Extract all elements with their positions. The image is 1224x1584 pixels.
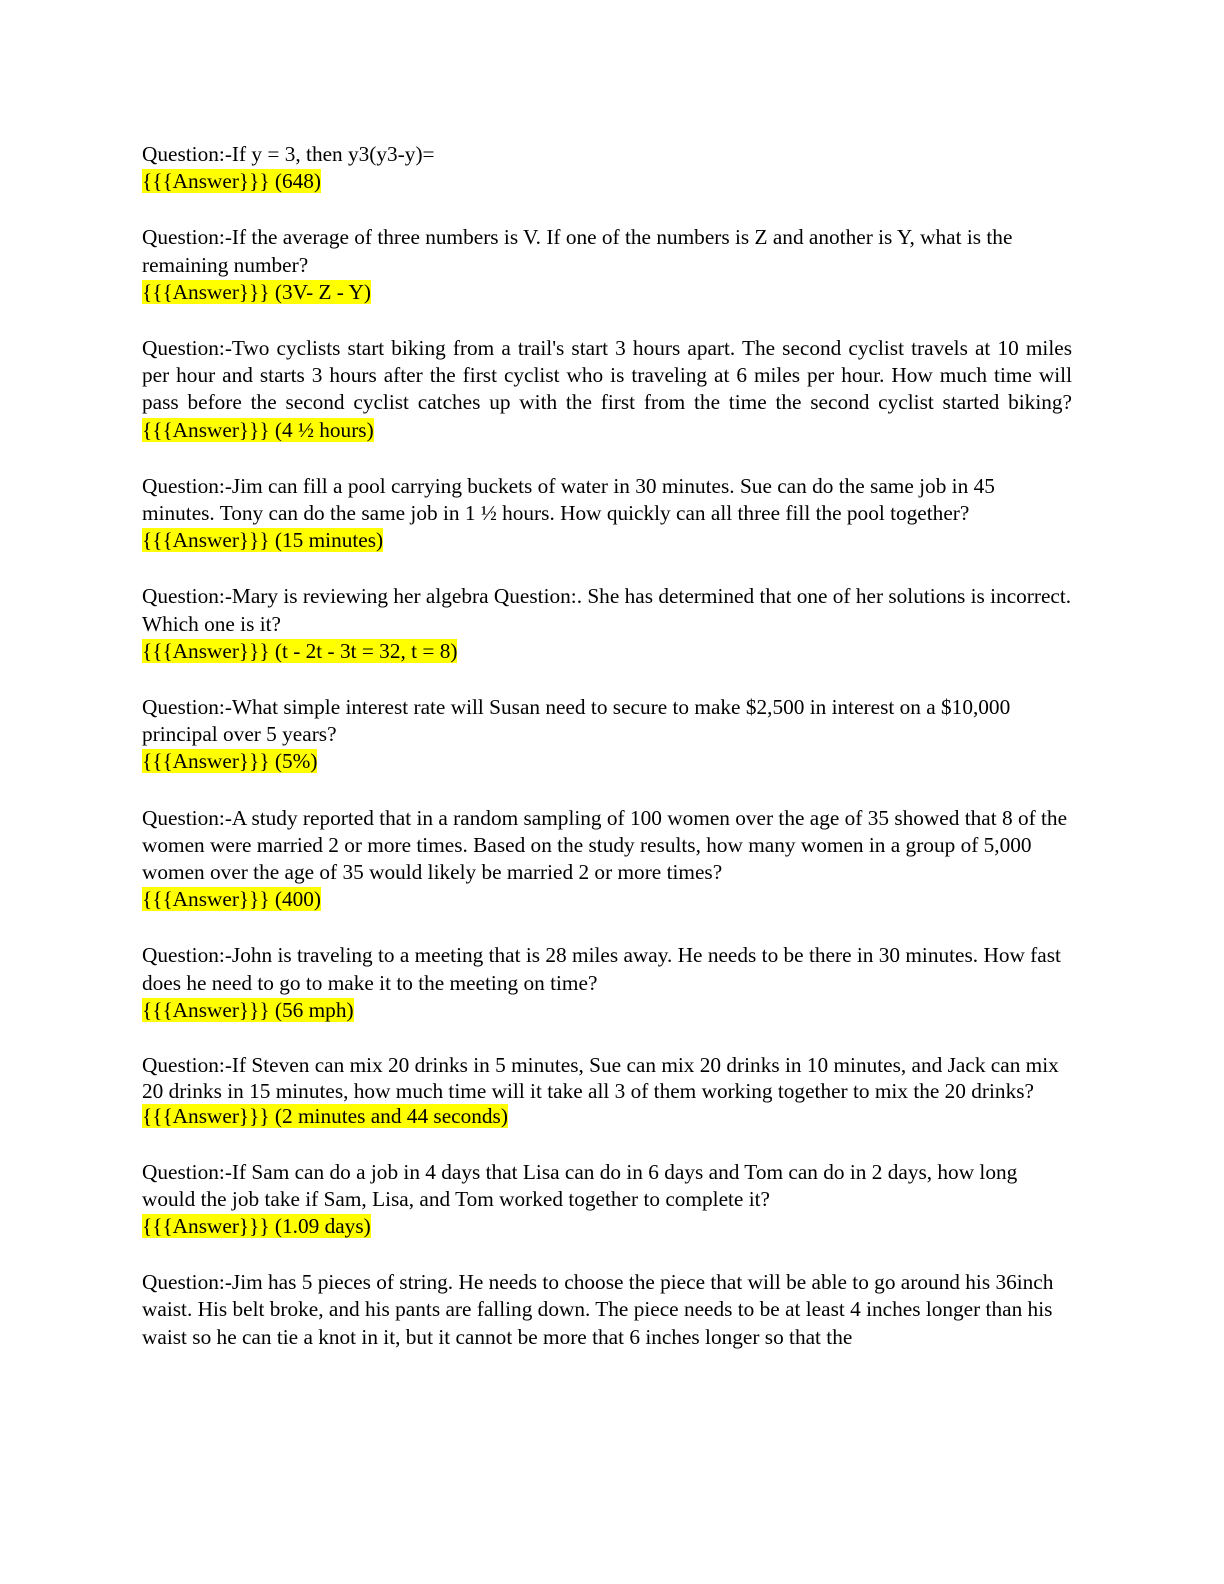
question-item bbox=[142, 224, 1072, 306]
question-item bbox=[142, 141, 1072, 195]
question-text: Question:-Jim has 5 pieces of string. He needs to choose the piece that will be able to go around his 36inch waist. His belt broke, and his pants are falling down. The piece needs to be at least 4 inches longer than his waist so he can tie a knot in it, but it cannot be more that 6 inches longer so that the bbox=[142, 1270, 1054, 1349]
question-text: Question:-Two cyclists start biking from a trail's start 3 hours apart. The second cyclist travels at 10 miles per hour and starts 3 hours after the first cyclist who is traveling at 6 miles per hour. How much time will pass before the second cyclist catches up with the first from the time the second cyclist started biking? bbox=[142, 336, 1072, 415]
answer-highlight: {{{Answer}}} (56 mph) bbox=[142, 997, 354, 1022]
question-item bbox=[142, 942, 1072, 1024]
question-text: Question:-What simple interest rate will Susan need to secure to make $2,500 in interest on a $10,000 principal over 5 years? bbox=[142, 695, 1011, 747]
question-text: Question:-If Steven can mix 20 drinks in 5 minutes, Sue can mix 20 drinks in 10 minutes, and Jack can mix 20 drinks in 15 minutes, how much time will it take all 3 of them working together to mix the 20 drinks? bbox=[142, 1053, 1059, 1103]
question-item bbox=[142, 583, 1072, 665]
answer-highlight: {{{Answer}}} (3V- Z - Y) bbox=[142, 279, 371, 304]
question-text: Question:-Jim can fill a pool carrying buckets of water in 30 minutes. Sue can do the same job in 45 minutes. Tony can do the same job in 1 ½ hours. How quickly can all three fill the pool together? bbox=[142, 473, 995, 526]
question-text: Question:-Mary is reviewing her algebra Question:. She has determined that one of her solutions is incorrect. Which one is it? bbox=[142, 584, 1072, 636]
question-item bbox=[142, 805, 1072, 914]
answer-highlight: {{{Answer}}} (4 ½ hours) bbox=[142, 417, 374, 442]
question-item bbox=[142, 335, 1072, 444]
answer-highlight: {{{Answer}}} (t - 2t - 3t = 32, t = 8) bbox=[142, 638, 458, 663]
question-text: Question:-John is traveling to a meeting that is 28 miles away. He needs to be there in 30 minutes. How fast does he need to go to make it to the meeting on time? bbox=[142, 943, 1061, 995]
question-text: Question:-If Sam can do a job in 4 days that Lisa can do in 6 days and Tom can do in 2 days, how long would the job take if Sam, Lisa, and Tom worked together to complete it? bbox=[142, 1159, 1018, 1211]
answer-highlight: {{{Answer}}} (2 minutes and 44 seconds) bbox=[142, 1104, 508, 1129]
question-item bbox=[142, 694, 1072, 776]
question-item bbox=[142, 1159, 1072, 1241]
question-text: Question:-If y = 3, then y3(y3-y)= bbox=[142, 142, 435, 166]
question-list bbox=[142, 141, 1072, 1380]
question-item bbox=[142, 1053, 1072, 1130]
question-item bbox=[142, 1269, 1072, 1351]
answer-highlight: {{{Answer}}} (400) bbox=[142, 887, 322, 912]
question-item bbox=[142, 473, 1072, 555]
answer-highlight: {{{Answer}}} (15 minutes) bbox=[142, 528, 384, 553]
answer-highlight: {{{Answer}}} (5%) bbox=[142, 749, 318, 774]
question-text: Question:-A study reported that in a random sampling of 100 women over the age of 35 showed that 8 of the women were married 2 or more times. Based on the study results, how many women in a group of 5,000 women over the age of 35 would likely be married 2 or more times? bbox=[142, 805, 1068, 885]
answer-highlight: {{{Answer}}} (1.09 days) bbox=[142, 1213, 371, 1238]
question-text: Question:-If the average of three numbers is V. If one of the numbers is Z and another is Y, what is the remaining number? bbox=[142, 225, 1013, 277]
answer-highlight: {{{Answer}}} (648) bbox=[142, 169, 322, 194]
